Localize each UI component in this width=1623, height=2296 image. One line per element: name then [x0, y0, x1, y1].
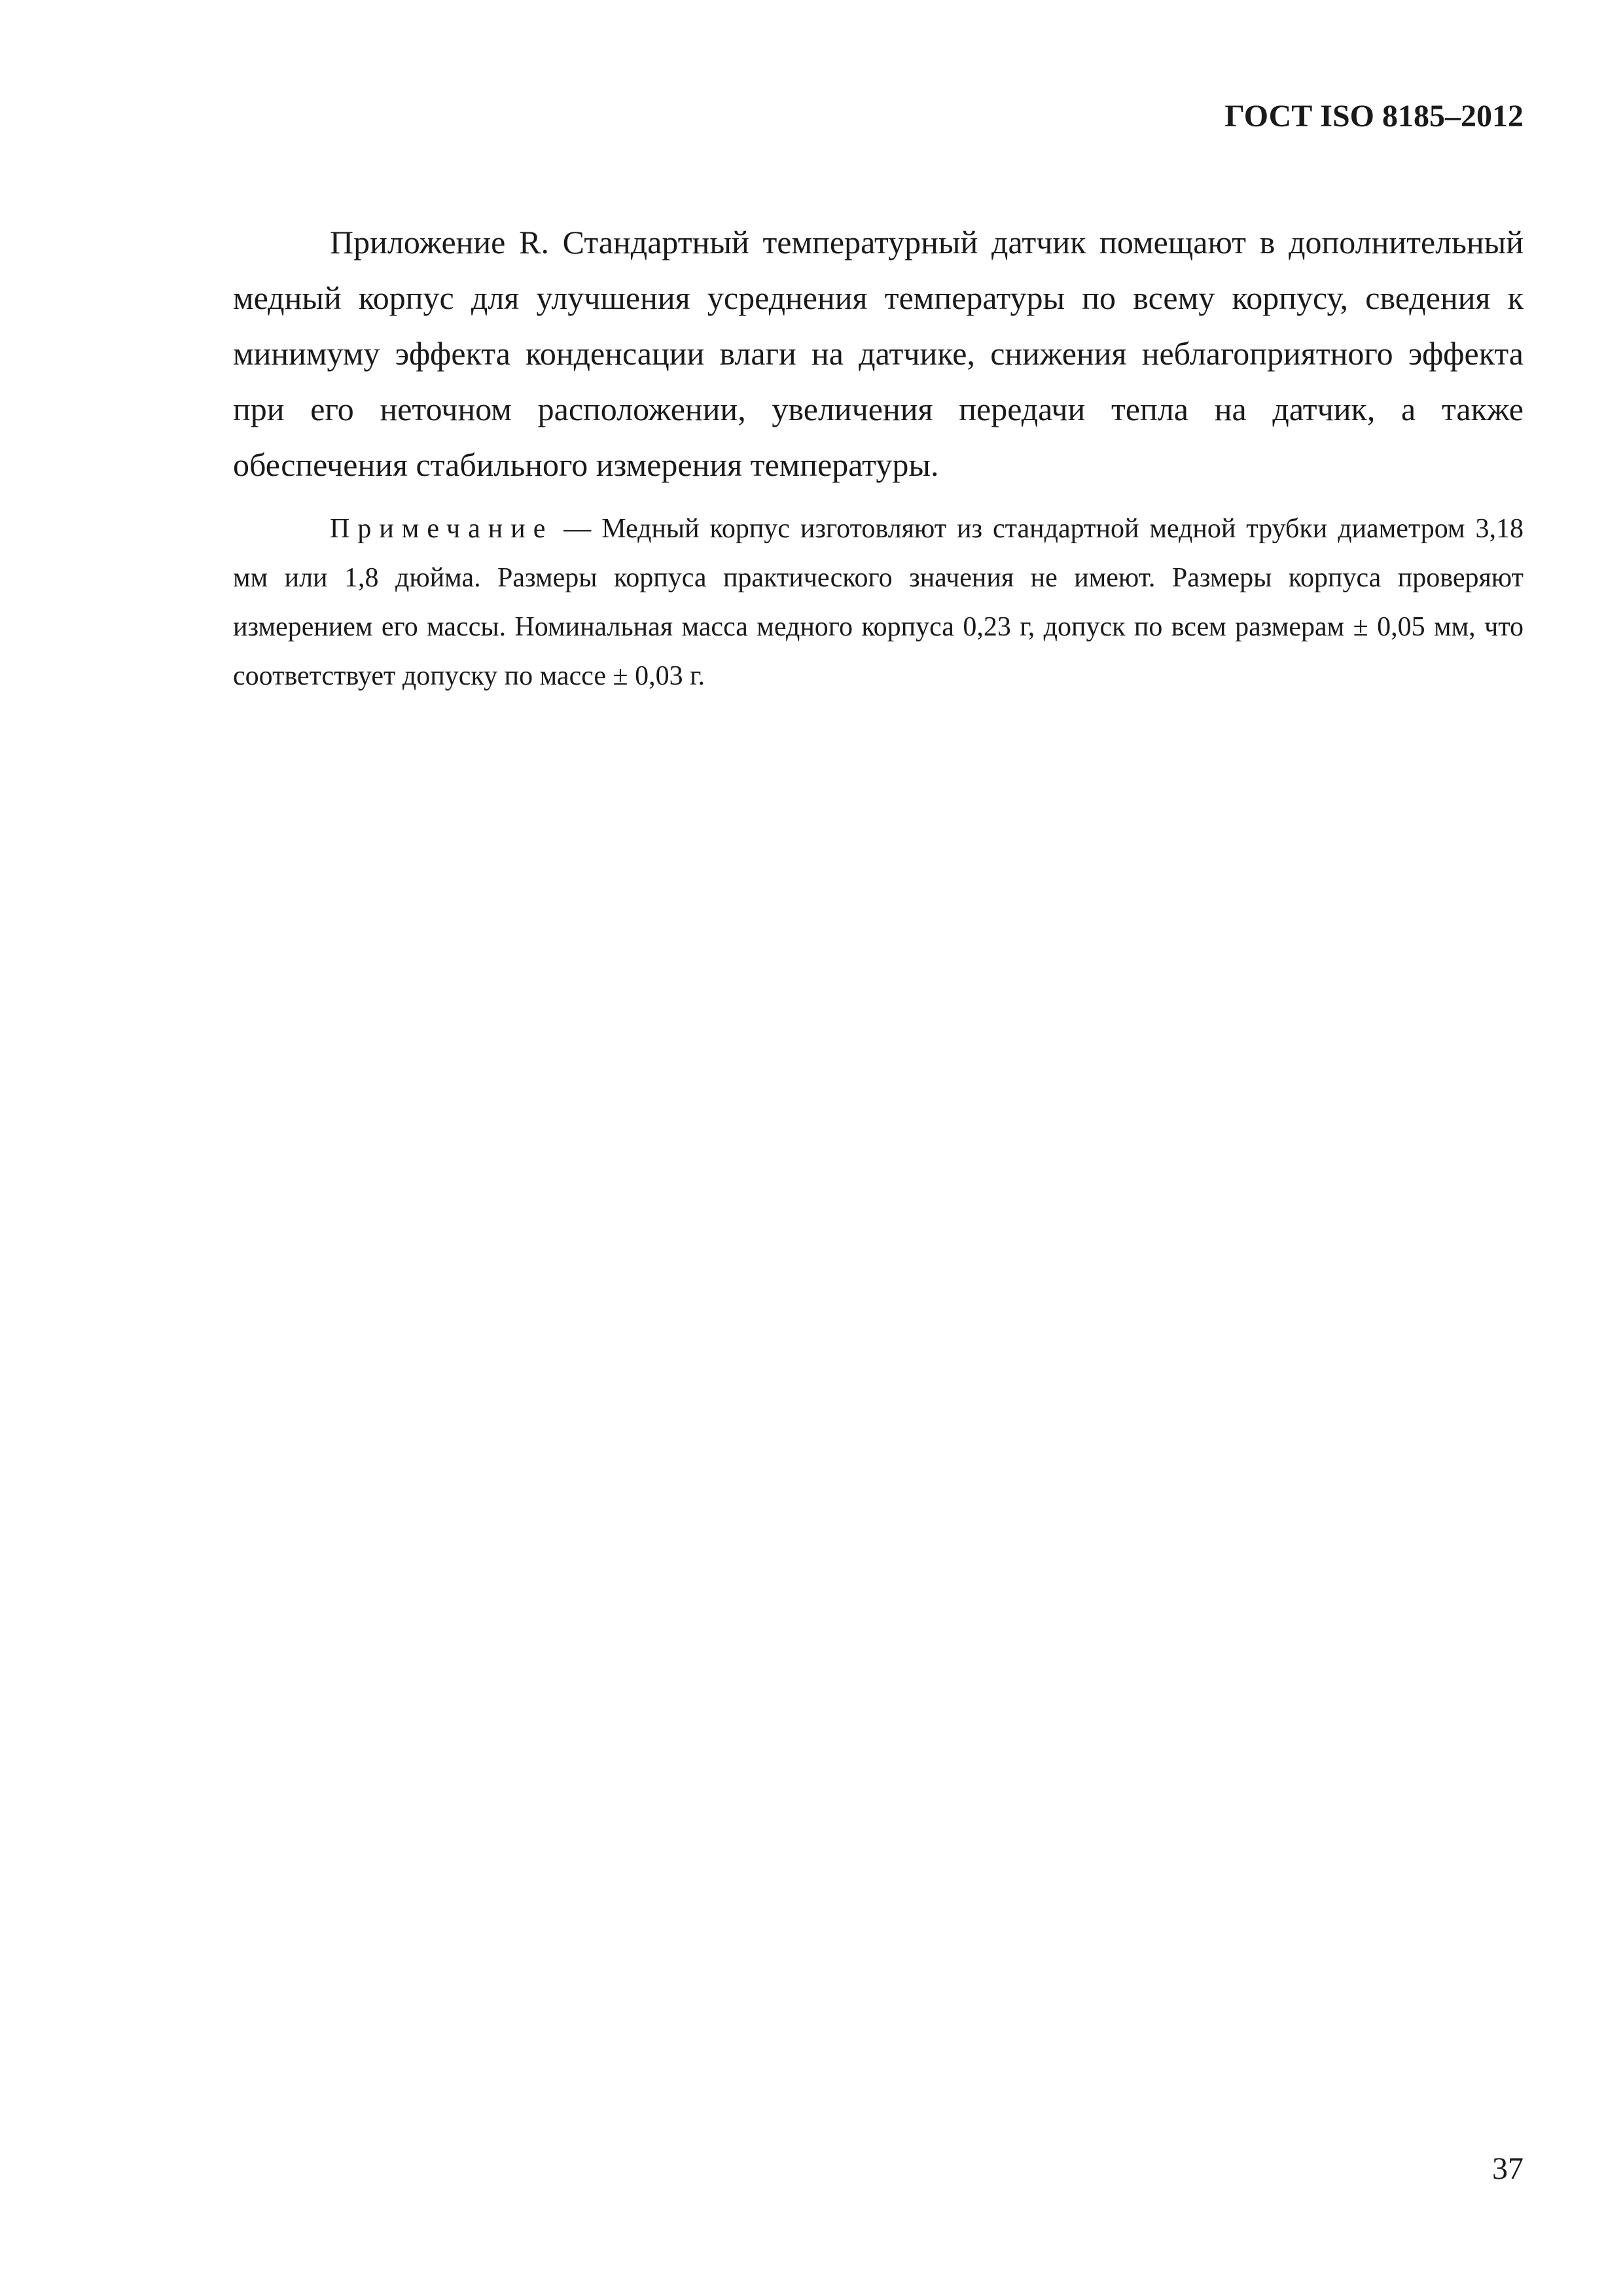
- main-paragraph: Приложение R. Стандартный температурный датчик помещают в дополнительный медный корпус для улучшения усреднения температуры по всему корпусу, сведения к минимуму эффекта конденсации влаги на датчике, снижения неблагоприятного эффекта при его неточном расположении, увеличения передачи тепла на датчик, а также обеспечения стабильного измерения температуры.: [233, 224, 1524, 483]
- standard-code-header: ГОСТ ISO 8185–2012: [1224, 99, 1524, 134]
- note-paragraph: [233, 505, 1524, 701]
- note-text: — Медный корпус изготовляют из стандартной медной трубки диаметром 3,18 мм или 1,8 дюйма. Размеры корпуса практического значения не имеют. Размеры корпуса проверяют измерением его массы. Номинальная масса медного корпуса 0,23 г, допуск по всем размерам ± 0,05 мм, что соответствует допуску по массе ± 0,03 г.: [233, 514, 1524, 691]
- page-number: 37: [1492, 2151, 1524, 2186]
- body-text: [233, 215, 1524, 701]
- note-label: Примечание: [330, 514, 554, 544]
